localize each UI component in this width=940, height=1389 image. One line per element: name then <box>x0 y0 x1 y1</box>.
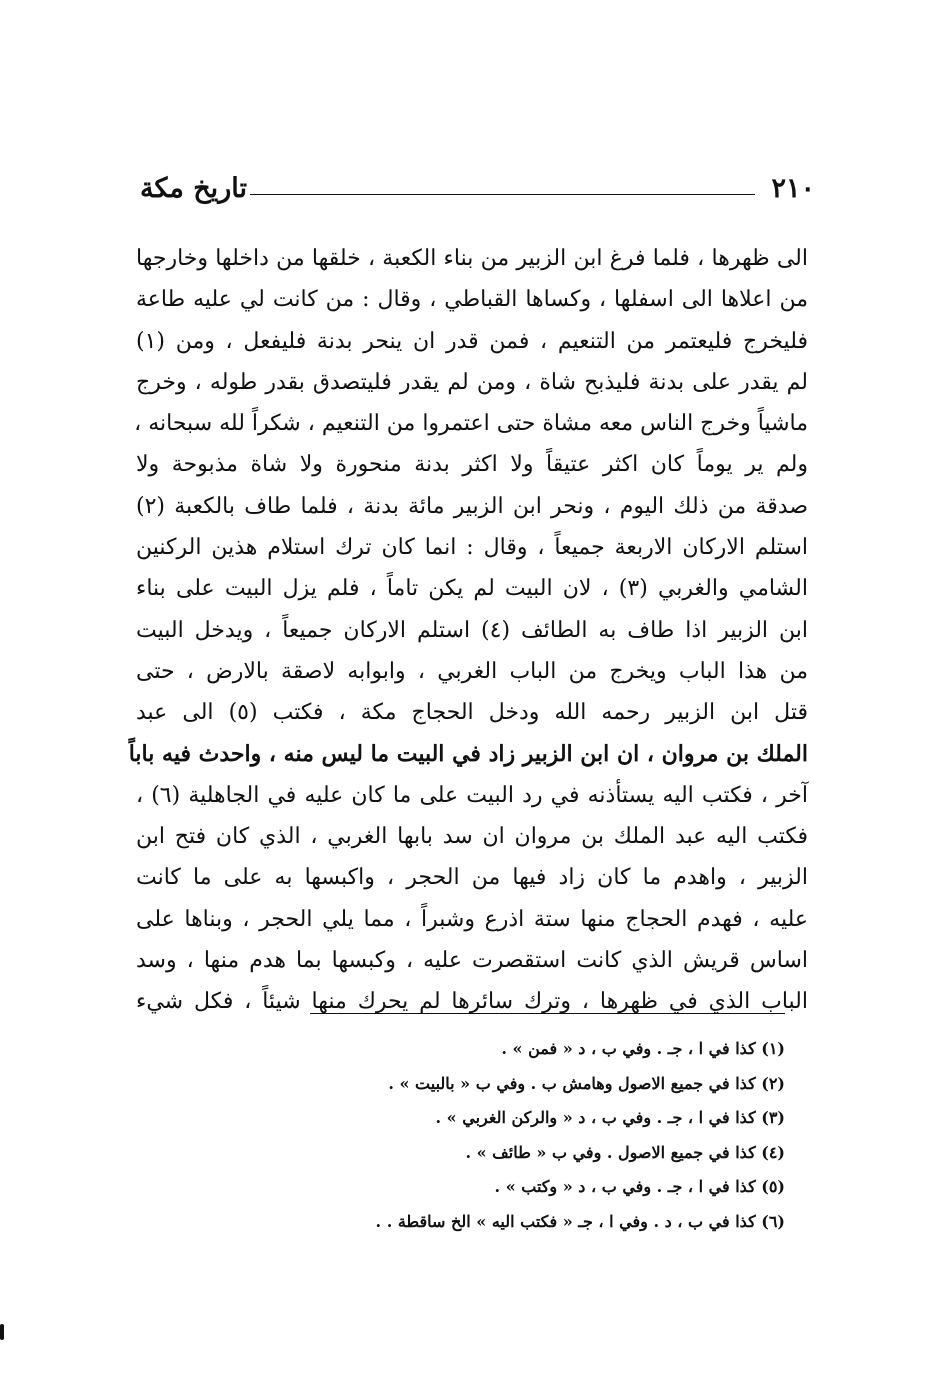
body-line: آخر ، فكتب اليه يستأذنه في رد البيت على ما كان عليه في الجاهلية (٦) ، <box>136 782 808 808</box>
running-header <box>140 172 815 212</box>
footnote: (٤) كذا في جميع الاصول . وفي ب « طائف » . <box>465 1142 785 1162</box>
body-line: ولم ير يوماً كان اكثر عتيقاً ولا اكثر بدنة منحورة ولا شاة مذبوحة ولا <box>136 452 808 478</box>
body-line: الملك بن مروان ، ان ابن الزبير زاد في البيت ما ليس منه ، واحدث فيه باباً <box>128 740 808 767</box>
footnote: (١) كذا في ا ، جـ . وفي ب ، د « فمن » . <box>501 1039 785 1058</box>
body-line: الى ظهرها ، فلما فرغ ابن الزبير من بناء الكعبة ، خلقها من داخلها وخارجها <box>136 246 808 271</box>
footnote: (٢) كذا في جميع الاصول وهامش ب . وفي ب « بالبيت » . <box>388 1073 785 1093</box>
footnote: (٣) كذا في ا ، جـ . وفي ب ، د « والركن الغربي » . <box>435 1108 785 1127</box>
body-line: ماشياً وخرج الناس معه مشاة حتى اعتمروا من التنعيم ، شكراً لله سبحانه ، <box>134 411 808 437</box>
footnote: (٦) كذا في ب ، د . وفي ا ، جـ « فكتب اليه » الخ ساقطة . . <box>375 1211 785 1231</box>
body-text <box>128 238 808 1023</box>
header-rule <box>250 194 755 195</box>
footnotes <box>265 1032 785 1239</box>
body-line: استلم الاركان الاربعة جميعاً ، وقال : انما كان ترك استلام هذين الركنين <box>136 535 808 561</box>
body-line: ابن الزبير اذا طاف به الطائف (٤) استلم الاركان جميعاً ، ويدخل البيت <box>136 617 808 643</box>
body-line: لم يقدر على بدنة فليذبح شاة ، ومن لم يقدر فليتصدق بقدر طوله ، وخرج <box>136 369 808 395</box>
scan-edge-mark <box>0 1324 4 1340</box>
body-line: صدقة من ذلك اليوم ، ونحر ابن الزبير مائة بدنة ، فلما طاف بالكعبة (٢) <box>136 493 808 519</box>
body-line: فليخرج فليعتمر من التنعيم ، فمن قدر ان ينحر بدنة فليفعل ، ومن (١) <box>136 328 808 354</box>
body-line: فكتب اليه عبد الملك بن مروان ان سد بابها الغربي ، الذي كان فتح ابن <box>136 824 808 850</box>
body-line: من اعلاها الى اسفلها ، وكساها القباطي ، وقال : من كانت لي عليه طاعة <box>136 287 808 313</box>
body-line: قتل ابن الزبير رحمه الله ودخل الحجاج مكة ، فكتب (٥) الى عبد <box>136 700 808 726</box>
body-line: عليه ، فهدم الحجاج منها ستة اذرع وشبراً ، مما يلي الحجر ، وبناها على <box>136 906 808 932</box>
page-number: ٢١٠ <box>771 173 815 204</box>
body-line: الشامي والغربي (٣) ، لان البيت لم يكن تاماً ، فلم يزل البيت على بناء <box>136 576 808 602</box>
body-line: من هذا الباب ويخرج من الباب الغربي ، وابوابه لاصقة بالارض ، حتى <box>136 658 808 684</box>
book-title: تاريخ مكة <box>140 173 247 204</box>
footnote: (٥) كذا في ا ، جـ . وفي ب ، د « وكتب » . <box>494 1177 785 1196</box>
footnote-separator <box>310 1013 785 1014</box>
body-line: الزبير ، واهدم ما كان زاد فيها من الحجر ، واكبسها به على ما كانت <box>136 865 808 891</box>
body-line: الباب الذي في ظهرها ، وترك سائرها لم يحرك منها شيئاً ، فكل شيء <box>136 989 808 1015</box>
body-line: اساس قريش الذي كانت استقصرت عليه ، وكبسها بما هدم منها ، وسد <box>136 948 808 974</box>
